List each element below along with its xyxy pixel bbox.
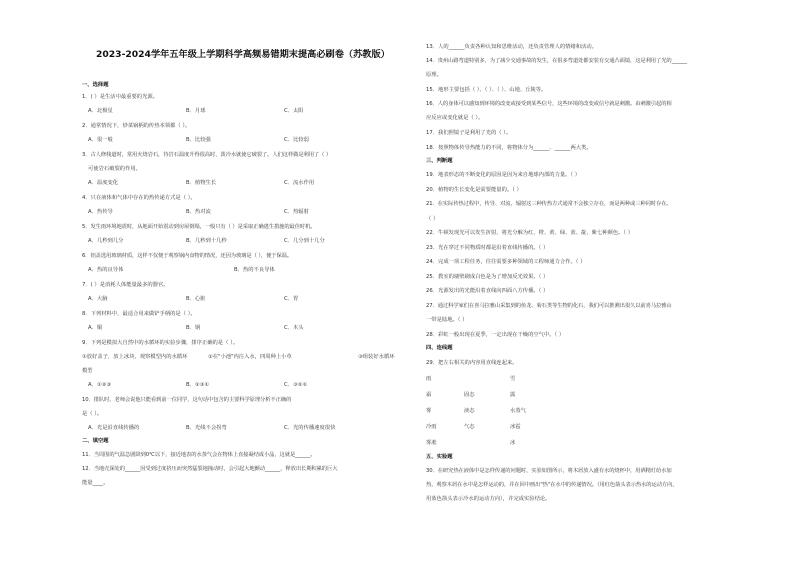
option: B．心脏 [186, 296, 206, 302]
question: 22．牛顿发现光可以发生折射，将光分解为红、橙、黄、绿、蓝、靛、紫七种颜色。（ ） [426, 230, 634, 236]
question-continuation: 热，观察木屑在水中是怎样运动的，并在回中画出"热"在水中的传递情况。（用红色箭头表示热水的运动方向， [426, 482, 678, 488]
question-continuation: 能量____。 [82, 480, 109, 486]
match-item-middle: 气态 [464, 424, 475, 430]
question-continuation: 模型 [82, 368, 93, 374]
option: B．月球 [186, 108, 206, 114]
option: C．光的传播速度很快 [284, 425, 336, 431]
page-title: 2023-2024学年五年级上学期科学高频易错期末提高必刷卷（苏教版） [96, 49, 390, 60]
question: 5．发生雨环境地震时，从地面开始震动到房屋倒塌，一般只有（ ）是采取正确逃生措施的最佳时机。 [82, 224, 316, 230]
option: A．①②③ [88, 382, 112, 388]
question: 15．地形主要包括（ ）、（ ）、（ ）、山地、丘陵等。 [426, 87, 547, 93]
match-item-left: 霜 [426, 392, 432, 398]
option: A．北极星 [88, 108, 113, 114]
match-item-left: 雾 [426, 408, 432, 414]
section-heading: 二、填空题 [82, 438, 109, 444]
option: A．热传导 [88, 209, 113, 215]
question: 17．我们照镜子是利用了光的（ ）。 [426, 130, 512, 136]
match-item-left: 冷雨 [426, 424, 437, 430]
section-heading: 五、实验题 [426, 454, 453, 460]
question-continuation: （ ） [426, 216, 439, 222]
question: 29．把左右相关的内容用直线连起来。 [426, 360, 518, 366]
question: 25．教室的墙壁刷成白色是为了增加反光效果。（ ） [426, 274, 549, 280]
option: A．很一般 [88, 137, 113, 143]
question: 11．当周围的气温急剧降到0℃以下，接近地表的水蒸气会在物体上直接凝结成小晶，这就是______。 [82, 452, 316, 458]
question: 7．( ）是消耗人体能量最多的器官。 [82, 282, 169, 288]
question: 23．光在穿过不同物质时都是沿着直线传播的。（ ） [426, 245, 549, 251]
question: 24．完成一项工程任务，往往需要多种领域的工程师通力合作。（ ） [426, 259, 586, 265]
option: A．几秒到几分 [88, 238, 124, 244]
question: 2．通常情况下，炒菜锅柄的传热本领都（ ）。 [82, 123, 191, 129]
option: C．③②① [284, 382, 308, 388]
question: 18．按照物体传导热能力的不同，将物体分为______、______两大类。 [426, 145, 592, 151]
match-item-left: 雨 [426, 376, 432, 382]
question: 21．在实际传热过程中，传导、对流、辐射这三种传热方式通常不会独立存在，而是两种或三种同时存在。 [426, 201, 672, 207]
option: A．铜 [88, 325, 103, 331]
question-continuation: 可使岩石破裂的作用。 [88, 166, 141, 172]
option: A．温度变化 [88, 180, 119, 186]
option: C．比较弱 [284, 137, 309, 143]
option: B．几秒到十几秒 [186, 238, 227, 244]
option: C．胃 [284, 296, 299, 302]
option: B．热对流 [186, 209, 211, 215]
match-item-left: 雾凇 [426, 440, 437, 446]
question: 16．人的身体可以感知到环境的改变或接受到某些信号，这些环境的改变或信号就是刺激。由刺激引起的相 [426, 101, 672, 107]
question: 4．只在液体和气体中存在的热传递方式是（ ）。 [82, 195, 196, 201]
option: B．②③① [186, 382, 210, 388]
section-heading: 四、连线题 [426, 345, 453, 351]
question: 8．下列材料中，最适合用来做铲手柄的是（ ）。 [82, 311, 196, 317]
question-continuation: 是（ ）。 [82, 411, 103, 417]
question-continuation: 用蓝色箭头表示冷水的运动方向），并完成实验结论。 [426, 496, 551, 502]
option: A．热的良导体 [88, 267, 124, 273]
option: C．木头 [284, 325, 304, 331]
step: ①放好盖子，放上冰块，观察模型内的水循环 [82, 354, 188, 360]
section-heading: 一、选择题 [82, 82, 109, 88]
match-item-middle: 液态 [464, 408, 475, 414]
question: 12．当地壳深处的______因受到过度挤压而突然猛裂地撞动时，会引起大地颤动______，释放出长期积累的巨大 [82, 466, 338, 472]
question: 30．在研究热在液体中是怎样传递的问题时，实验如图所示，将木屑放入盛有水的烧杯中，用酒精灯给水加 [426, 468, 672, 474]
step: ②在"小池"内注入水，四周种上小草 [208, 354, 292, 360]
option: C．几分到十几分 [284, 238, 325, 244]
step: ③组装好水循环 [358, 354, 395, 360]
question: 27．通过科学家们在喜马拉雅山采集到的鱼龙、菊石类等生物的化石，我们可以推测出很久以前喜马拉雅山 [426, 303, 672, 309]
match-item-middle: 固态 [464, 392, 475, 398]
option: A．光是沿直线传播的 [88, 425, 140, 431]
match-item-right: 水蒸气 [510, 408, 526, 414]
option: B．比较强 [186, 137, 211, 143]
question: 10．排队时，老师会说他只能看到前一位同学，这句话中包含的主要科学原理分析不正确的 [82, 397, 292, 403]
option: C．流水作用 [284, 180, 315, 186]
match-item-right: 雪 [510, 376, 516, 382]
match-item-right: 冰雹 [510, 424, 521, 430]
option: B．植物生长 [186, 180, 217, 186]
question: 9．下列是模拟大自然中的水循环的实验步骤，排序正确的是（ ）。 [82, 340, 239, 346]
question: 13．人的______负责各种认知和思维活动，还负责管理人的情绪和活动。 [426, 44, 597, 50]
section-heading: 三、判断题 [426, 158, 453, 164]
option: A．大脑 [88, 296, 108, 302]
match-item-right: 冰 [510, 440, 516, 446]
match-item-right: 露 [510, 392, 516, 398]
question-continuation: 应反应或变化就是（ ）。 [426, 115, 484, 121]
question: 26．光源发出的光能沿着直线向四面八方传播。（ ） [426, 288, 549, 294]
question: 28．彩虹一般出现在夏季，一定出现在干燥的空气中。（ ） [426, 332, 565, 338]
question: 20．植物的生长变化是需要能量的。（ ） [426, 187, 522, 193]
question-continuation: 一带是陆地。（ ） [426, 317, 468, 323]
question: 14．贵州山路弯道特别多，为了减少交通事故的发生，在很多弯道处都安装有交通凸面镜，这是利用了光的______ [426, 58, 687, 64]
question: 1．( ）是生活中最重要的光源。 [82, 94, 158, 100]
option: B．光线不会拐弯 [186, 425, 227, 431]
question-continuation: 原理。 [426, 72, 442, 78]
option: C．太阳 [284, 108, 304, 114]
question: 3．古人修栈道时，常用火烧岩石，待岩石温度升得很高时，泼冷水就使它破裂了。人们这样做是利用了（ ） [82, 152, 332, 158]
option: B．热的不良导体 [234, 267, 275, 273]
option: B．钢 [186, 325, 201, 331]
question: 19．地表形态的不断变化的原因是因为来自地球内部的力量。（ ） [426, 172, 581, 178]
option: C．热辐射 [284, 209, 309, 215]
question: 6．铝盖选用玻璃材质，这样不仅便于观察锅内食物的情况，还因为玻璃是（ ），便于保温。 [82, 253, 293, 259]
